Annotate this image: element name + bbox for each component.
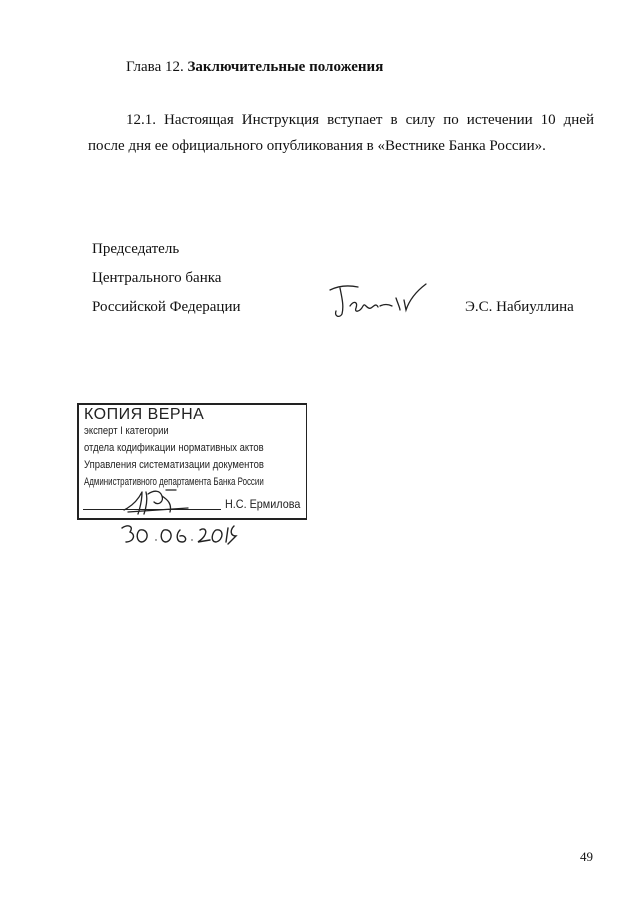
chapter-title: Заключительные положения: [187, 59, 384, 75]
chapter-heading: [126, 58, 383, 76]
paragraph-line-2: после дня ее официального опубликования в «Вестнике Банка России».: [88, 138, 546, 154]
signatory-title-line-2: Центрального банка: [92, 270, 222, 286]
chapter-prefix: Глава 12.: [126, 59, 184, 75]
stamp-signature: [118, 480, 198, 518]
stamp-line-directorate: Управления систематизации документов: [84, 459, 264, 471]
stamp-line-department: отдела кодификации нормативных актов: [84, 442, 264, 454]
paragraph-line-1: 12.1. Настоящая Инструкция вступает в силу по истечении 10 дней: [126, 112, 594, 128]
stamp-title: КОПИЯ ВЕРНА: [84, 406, 205, 423]
signatory-title-line-1: Председатель: [92, 241, 180, 257]
stamp-line-position: эксперт I категории: [84, 425, 169, 437]
stamp-signer: Н.С. Ермилова: [225, 497, 301, 511]
stamp-line-bank: Административного департамента Банка России: [84, 476, 264, 488]
handwritten-date: [118, 518, 238, 548]
page-number: 49: [580, 849, 593, 864]
signatory-title-line-3: Российской Федерации: [92, 299, 241, 315]
signatory-name: Э.С. Набиуллина: [465, 299, 574, 315]
handwritten-signature: [318, 276, 428, 324]
